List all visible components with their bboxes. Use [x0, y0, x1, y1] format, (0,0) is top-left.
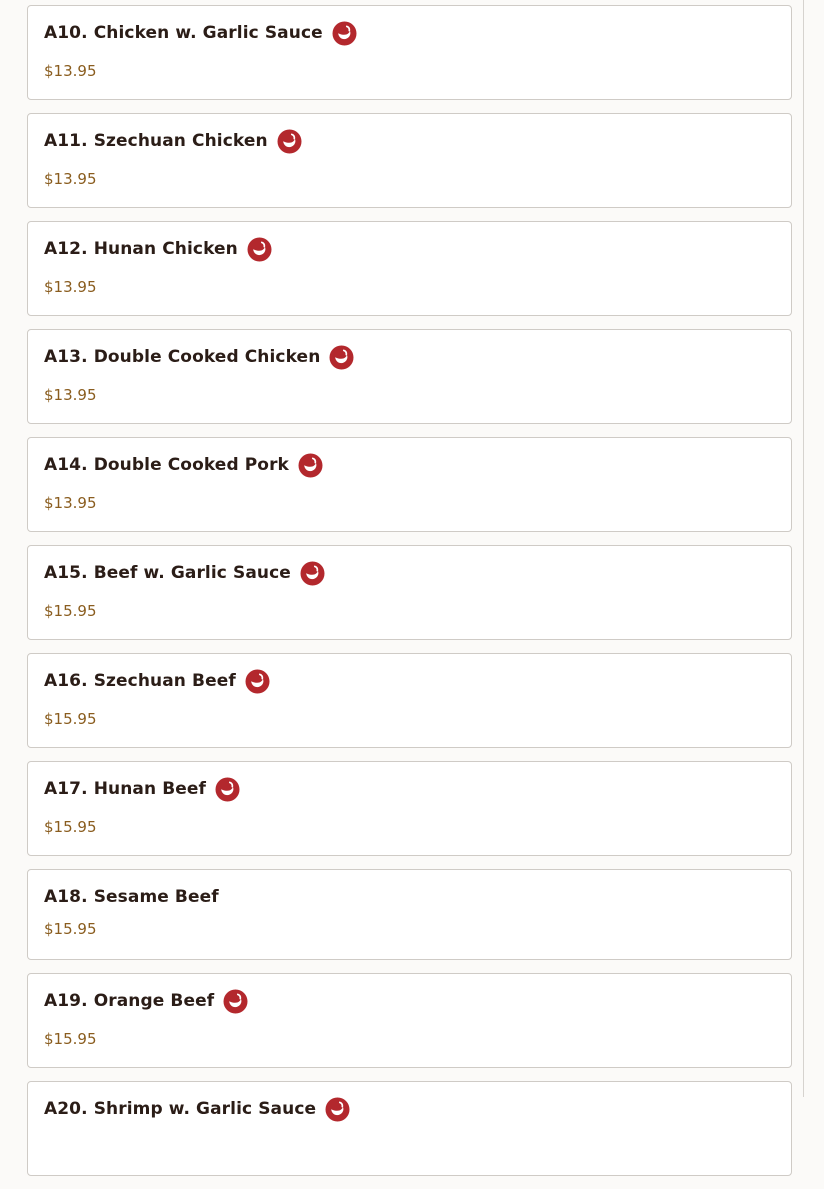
- menu-item-price: $15.95: [44, 1030, 97, 1048]
- menu-item-price: $15.95: [44, 818, 97, 836]
- menu-item-name: A17. Hunan Beef: [44, 779, 207, 799]
- menu-item-price: $15.95: [44, 602, 97, 620]
- menu-item-card[interactable]: [27, 221, 792, 316]
- menu-item-price: $13.95: [44, 386, 97, 404]
- menu-item-title-row: [44, 989, 248, 1013]
- menu-item-card[interactable]: [27, 113, 792, 208]
- spicy-pepper-icon: [223, 989, 248, 1014]
- menu-item-title-row: [44, 561, 325, 585]
- menu-item-title-row: [44, 21, 357, 45]
- menu-item-name: A15. Beef w. Garlic Sauce: [44, 563, 291, 583]
- menu-item-name: A19. Orange Beef: [44, 991, 215, 1011]
- menu-item-card[interactable]: [27, 761, 792, 856]
- spicy-pepper-icon: [300, 561, 325, 586]
- menu-item-title-row: [44, 777, 240, 801]
- menu-item-title-row: [44, 885, 219, 909]
- menu-item-card[interactable]: [27, 1081, 792, 1176]
- menu-item-title-row: [44, 237, 272, 261]
- menu-item-card[interactable]: [27, 437, 792, 532]
- menu-item-card[interactable]: [27, 329, 792, 424]
- menu-item-price: $13.95: [44, 278, 97, 296]
- menu-item-name: A18. Sesame Beef: [44, 887, 219, 907]
- menu-item-name: A12. Hunan Chicken: [44, 239, 238, 259]
- menu-item-title-row: [44, 1097, 350, 1121]
- spicy-pepper-icon: [329, 345, 354, 370]
- spicy-pepper-icon: [245, 669, 270, 694]
- menu-item-card[interactable]: [27, 653, 792, 748]
- menu-item-name: A20. Shrimp w. Garlic Sauce: [44, 1099, 317, 1119]
- menu-item-card[interactable]: [27, 869, 792, 960]
- spicy-pepper-icon: [325, 1097, 350, 1122]
- spicy-pepper-icon: [215, 777, 240, 802]
- spicy-pepper-icon: [332, 21, 357, 46]
- menu-item-title-row: [44, 345, 354, 369]
- menu-item-name: A10. Chicken w. Garlic Sauce: [44, 23, 323, 43]
- menu-item-card[interactable]: [27, 5, 792, 100]
- menu-item-title-row: [44, 669, 270, 693]
- menu-item-price: $13.95: [44, 62, 97, 80]
- menu-item-price: $15.95: [44, 710, 97, 728]
- menu-item-price: $13.95: [44, 170, 97, 188]
- menu-item-card[interactable]: [27, 973, 792, 1068]
- menu-item-title-row: [44, 129, 302, 153]
- menu-item-title-row: [44, 453, 323, 477]
- menu-item-list: [27, 5, 792, 1189]
- spicy-pepper-icon: [298, 453, 323, 478]
- menu-item-name: A14. Double Cooked Pork: [44, 455, 289, 475]
- scroll-container-edge: [803, 0, 804, 1097]
- menu-item-price: $15.95: [44, 920, 97, 938]
- menu-item-name: A11. Szechuan Chicken: [44, 131, 268, 151]
- spicy-pepper-icon: [247, 237, 272, 262]
- menu-item-name: A16. Szechuan Beef: [44, 671, 236, 691]
- menu-item-price: $13.95: [44, 494, 97, 512]
- menu-item-card[interactable]: [27, 545, 792, 640]
- menu-item-name: A13. Double Cooked Chicken: [44, 347, 321, 367]
- spicy-pepper-icon: [277, 129, 302, 154]
